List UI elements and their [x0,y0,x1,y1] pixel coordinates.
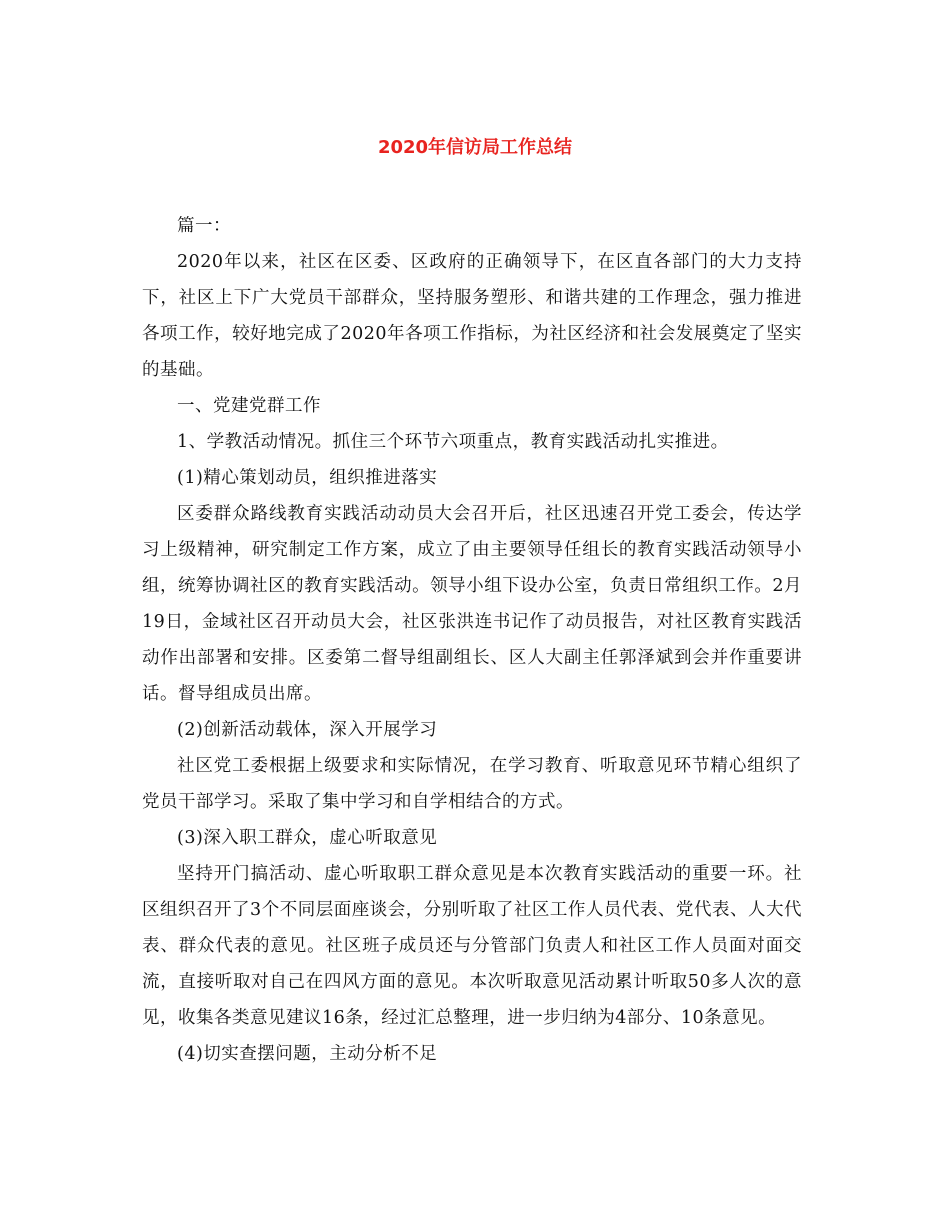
subheading-planning-mobilization: (1)精心策划动员，组织推进落实 [177,468,438,488]
subheading-listen-opinions: (3)深入职工群众，虚心听取意见 [177,828,438,848]
subheading-innovative-activities: (2)创新活动载体，深入开展学习 [177,720,438,740]
document-body [142,208,802,1072]
paragraph-opinions-collected: 坚持开门搞活动、虚心听取职工群众意见是本次教育实践活动的重要一环。社区组织召开了3个不同层面座谈会，分别听取了社区工作人员代表、党代表、人大代表、群众代表的意见。社区班子成员还与分管部门负责人和社区工作人员面对面交流，直接听取对自己在四风方面的意见。本次听取意见活动累计听取50多人次的意见，收集各类意见建议16条，经过汇总整理，进一步归纳为4部分、10条意见。 [142,864,802,1028]
paragraph-study-methods: 社区党工委根据上级要求和实际情况，在学习教育、听取意见环节精心组织了党员干部学习。采取了集中学习和自学相结合的方式。 [142,756,802,812]
document-title: 2020年信访局工作总结 [377,137,573,158]
paragraph-heading-part-one: 篇一： [177,216,231,236]
paragraph-mobilization-meeting: 区委群众路线教育实践活动动员大会召开后，社区迅速召开党工委会，传达学习上级精神，研究制定工作方案，成立了由主要领导任组长的教育实践活动领导小组，统筹协调社区的教育实践活动。领导小组下设办公室，负责日常组织工作。2月19日，金域社区召开动员大会，社区张洪连书记作了动员报告，对社区教育实践活动作出部署和安排。区委第二督导组副组长、区人大副主任郭泽斌到会并作重要讲话。督导组成员出席。 [142,504,802,704]
paragraph-intro: 2020年以来，社区在区委、区政府的正确领导下，在区直各部门的大力支持下，社区上下广大党员干部群众，坚持服务塑形、和谐共建的工作理念，强力推进各项工作，较好地完成了2020年各项工作指标，为社区经济和社会发展奠定了坚实的基础。 [142,252,802,380]
section-heading-party-building: 一、党建党群工作 [177,396,321,416]
subheading-find-problems: (4)切实查摆问题，主动分析不足 [177,1044,438,1064]
paragraph-study-activity: 1、学教活动情况。抓住三个环节六项重点，教育实践活动扎实推进。 [177,432,729,452]
